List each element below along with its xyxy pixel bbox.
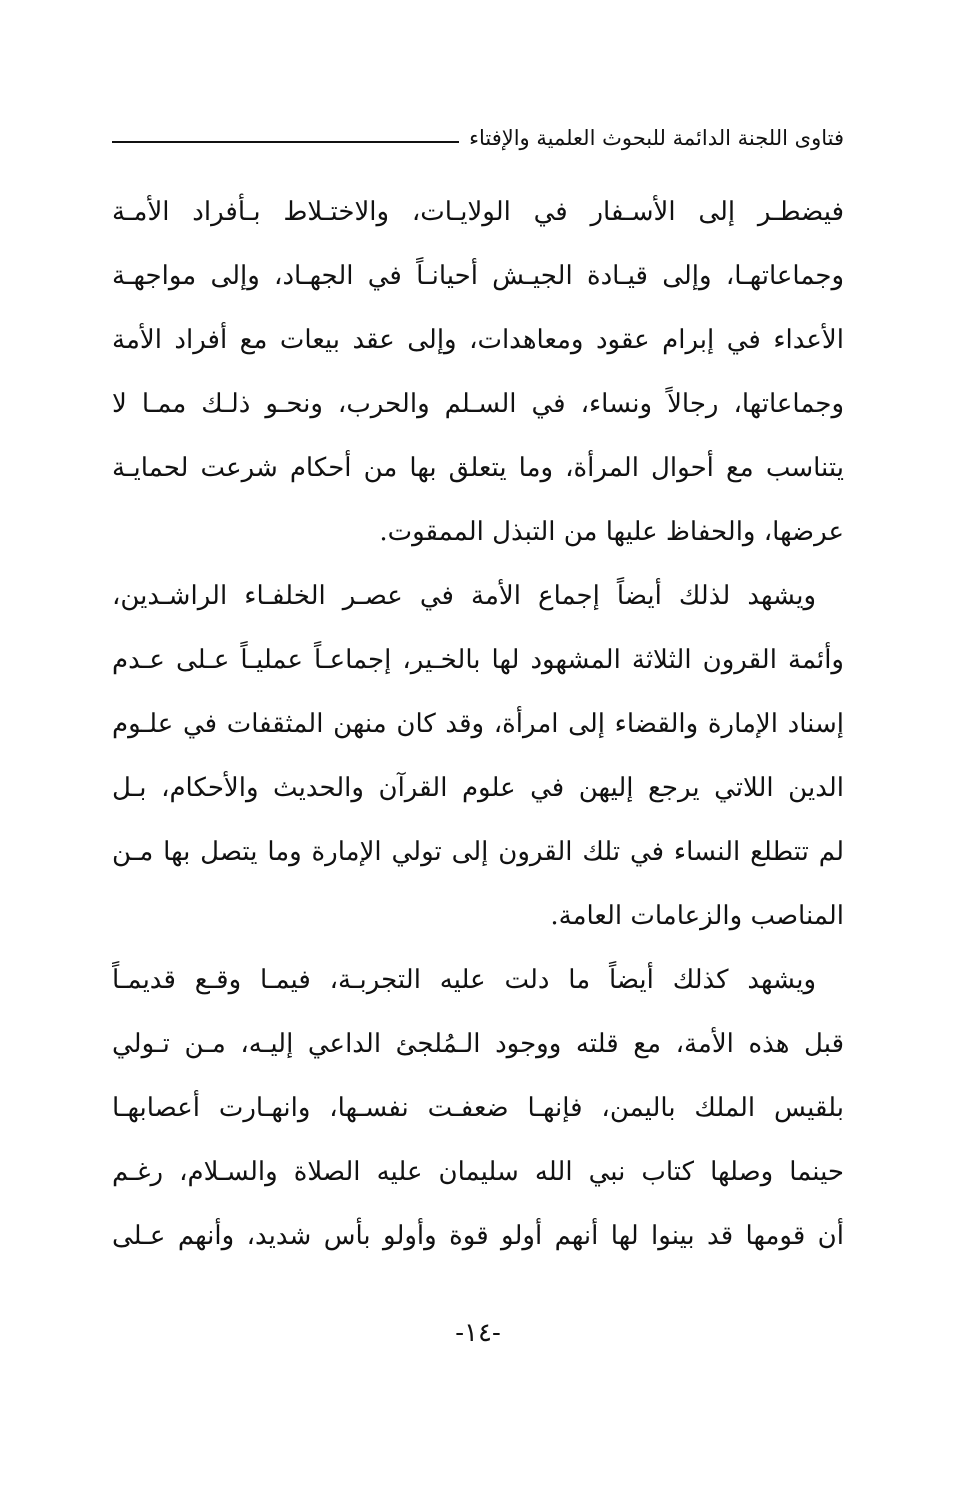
text-line: إسناد الإمارة والقضاء إلى امرأة، وقد كان منهن المثقفات في علـوم [112,709,844,739]
text-line: وأئمة القرون الثلاثة المشهود لها بالخـير، إجماعـاً عمليـاً عـلى عـدم [112,645,844,675]
header-title: فتاوى اللجنة الدائمة للبحوث العلمية والإفتاء [469,126,844,150]
body-text [112,180,844,1268]
text-line: فيضطـر إلى الأسـفار في الولايـات، والاختـلاط بـأفراد الأمـة [112,197,844,227]
text-line: بلقيس الملك باليمن، فإنهـا ضعفـت نفسـها، وانهـارت أعصابهـا [112,1093,844,1123]
text-line: لم تتطلع النساء في تلك القرون إلى تولي الإمارة وما يتصل بها مـن [112,837,844,867]
text-line: يتناسب مع أحوال المرأة، وما يتعلق بها من أحكام شرعت لحمايـة [112,453,844,483]
text-line: عرضها، والحفاظ عليها من التبذل الممقوت. [379,517,844,547]
text-line: المناصب والزعامات العامة. [550,901,844,931]
running-header [112,118,844,158]
text-line: الدين اللاتي يرجع إليهن في علوم القرآن والحديث والأحكام، بـل [112,773,844,803]
text-line: ويشهد لذلك أيضاً إجماع الأمة في عصـر الخلفـاء الراشـدين، [112,581,816,611]
text-line: وجماعاتهـا، وإلى قيـادة الجيـش أحيانـاً في الجهـاد، وإلى مواجهـة [112,261,844,291]
text-line: ويشهد كذلك أيضاً ما دلت عليه التجربـة، فيمـا وقـع قديمـاً [112,965,816,995]
page-number: -١٤- [455,1318,501,1348]
text-line: الأعداء في إبرام عقود ومعاهدات، وإلى عقد بيعات مع أفراد الأمة [112,325,844,355]
text-line: قبل هذه الأمة، مع قلته ووجود الـمُلجئ الداعي إليـه، مـن تـولي [112,1029,844,1059]
text-line: وجماعاتها، رجالاً ونساء، في السـلم والحرب، ونحـو ذلـك ممـا لا [112,389,844,419]
text-line: حينما وصلها كتاب نبي الله سليمان عليه الصلاة والسـلام، رغـم [112,1157,844,1187]
header-rule [112,141,459,143]
text-line: أن قومها قد بينوا لها أنهم أولو قوة وأولو بأس شديد، وأنهم عـلى [112,1221,844,1251]
